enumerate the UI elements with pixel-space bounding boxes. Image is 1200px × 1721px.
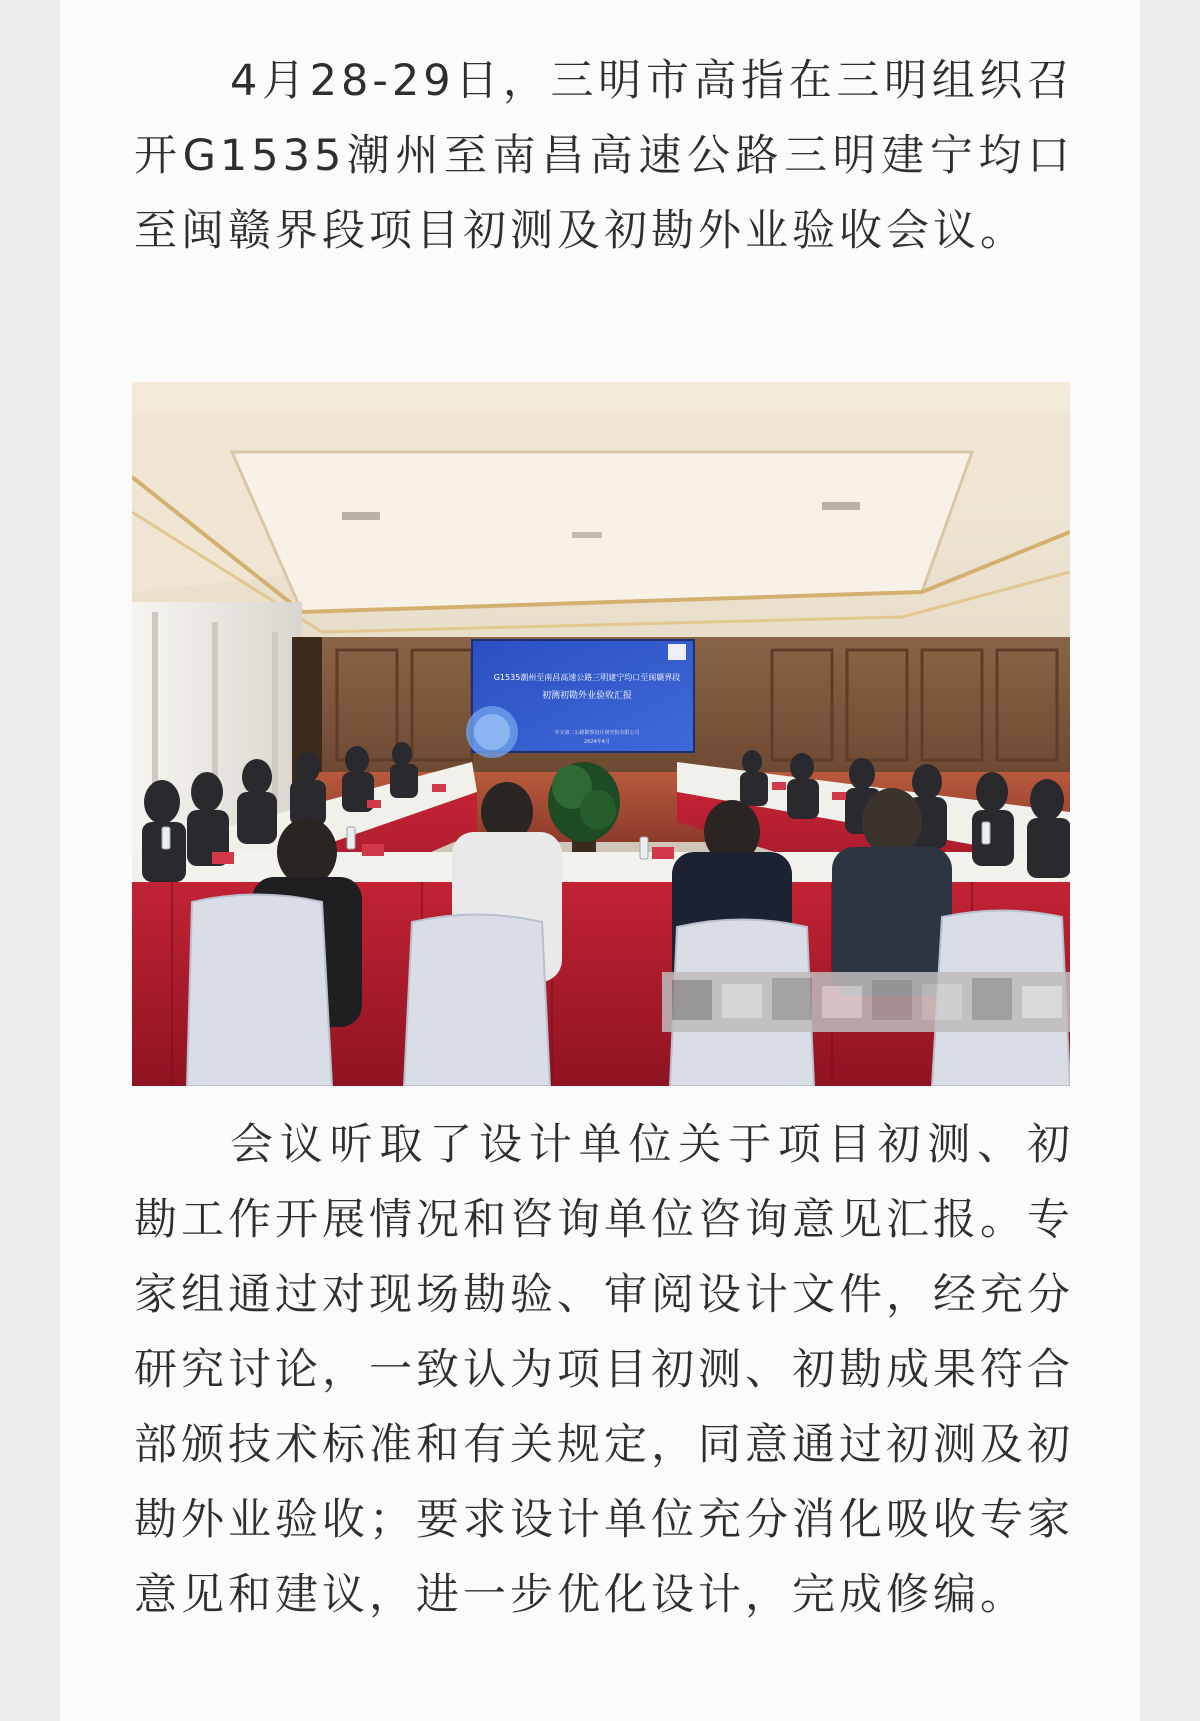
screen-org: 中交第二公路勘察设计研究院有限公司 <box>554 730 640 736</box>
article-paragraph-2: 会议听取了设计单位关于项目初测、初勘工作开展情况和咨询单位咨询意见汇报。专家组通过对现场勘验、审阅设计文件，经充分研究讨论，一致认为项目初测、初勘成果符合部颁技术标准和有关规定，同意通过初测及初勘外业验收；要求设计单位充分消化吸收专家意见和建议，进一步优化设计，完成修编。 <box>134 1120 1074 1620</box>
blurred-watermark <box>662 972 1070 1032</box>
meeting-photo <box>132 382 1070 1086</box>
screen-title-line1: G1535潮州至南昌高速公路三明建宁均口至闽赣界段 <box>493 673 681 682</box>
screen-title-line2: 初测初勘外业验收汇报 <box>541 691 633 701</box>
screen-date: 2024年4月 <box>584 739 610 745</box>
article-card <box>60 0 1140 1721</box>
article-paragraph-1: 4月28-29日，三明市高指在三明组织召开G1535潮州至南昌高速公路三明建宁均口至闽赣界段项目初测及初勘外业验收会议。 <box>134 56 1074 256</box>
